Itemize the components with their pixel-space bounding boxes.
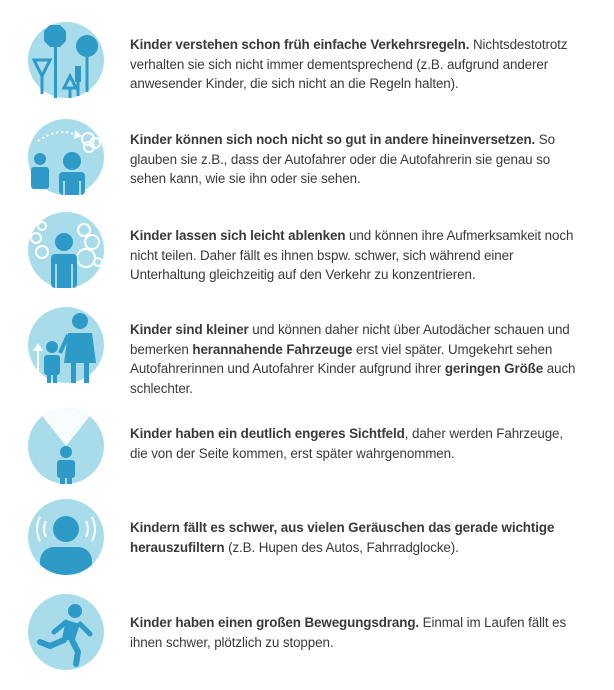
- field-of-view-icon: [28, 408, 104, 484]
- item-text: Kinder können sich noch nicht so gut in andere hineinversetzen. So glauben sie z.B., dass der Autofahrer oder die Autofahrerin sie genau so sehen kann, wie sie ihn oder sie sehen.: [130, 132, 555, 186]
- traffic-signs-icon: [28, 22, 104, 98]
- item-text: Kinder haben ein deutlich engeres Sichtfeld, daher werden Fahrzeuge, die von der Seite kommen, erst später wahrgenommen.: [130, 426, 564, 461]
- hearing-noise-icon: [28, 499, 104, 575]
- distraction-bubbles-icon: [28, 212, 104, 288]
- item-text: Kinder sind kleiner und können daher nicht über Autodächer schauen und bemerken herannahende Fahrzeuge erst viel später. Umgekehrt sehen Autofahrerinnen und Autofahrer Kinder aufgrund ihrer geringen Größe auch schlechter.: [130, 322, 576, 396]
- item-text: Kinder lassen sich leicht ablenken und können ihre Aufmerksamkeit noch nicht teilen. Daher fällt es ihnen bspw. schwer, sich während einer Unterhaltung gleichzeitig auf den Verkehr zu konzentrieren.: [130, 228, 574, 282]
- perspective-icon: [28, 119, 104, 195]
- item-text: Kindern fällt es schwer, aus vielen Geräuschen das gerade wichtige herauszufiltern (z.B. Hupen des Autos, Fahrradglocke).: [130, 520, 555, 555]
- child-adult-height-icon: [28, 307, 104, 383]
- item-text: Kinder verstehen schon früh einfache Verkehrsregeln. Nichtsdestotrotz verhalten sie sich nicht immer dementsprechend (z.B. aufgrund anderer anwesender Kinder, die sich nicht an die Regeln halten).: [130, 37, 568, 91]
- running-child-icon: [28, 594, 104, 670]
- item-text: Kinder haben einen großen Bewegungsdrang. Einmal im Laufen fällt es ihnen schwer, plötzlich zu stoppen.: [130, 615, 567, 650]
